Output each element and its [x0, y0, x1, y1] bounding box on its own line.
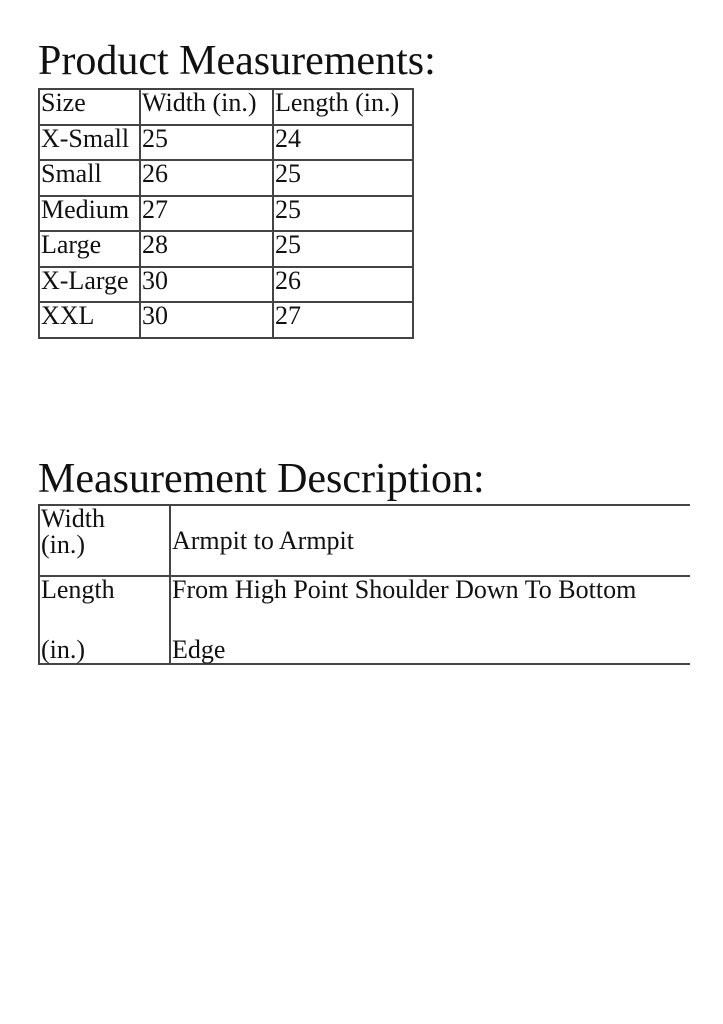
product-measurements-title: Product Measurements:: [38, 38, 436, 84]
length-cell: 25: [273, 160, 413, 196]
table-row: [39, 196, 413, 232]
description-cell-length: [170, 576, 690, 664]
term-cell-length: [39, 576, 170, 664]
table-row: [39, 231, 413, 267]
table-row: [39, 160, 413, 196]
width-cell: 30: [140, 267, 273, 303]
size-table: [38, 88, 414, 339]
table-row: [39, 125, 413, 161]
table-header-row: [39, 89, 413, 125]
table-row: [39, 267, 413, 303]
term-line: (in.): [41, 635, 86, 664]
length-cell: 26: [273, 267, 413, 303]
length-cell: 25: [273, 196, 413, 232]
table-row: [39, 576, 690, 664]
size-cell: X-Large: [39, 267, 140, 303]
term-line: Length: [41, 575, 115, 604]
table-row: [39, 505, 690, 576]
header-size: Size: [39, 89, 140, 125]
term-line: Width: [41, 504, 105, 533]
length-cell: 25: [273, 231, 413, 267]
size-cell: XXL: [39, 302, 140, 338]
term-cell-width: [39, 505, 170, 576]
width-cell: 27: [140, 196, 273, 232]
description-table-wrapper: [38, 504, 690, 669]
length-cell: 24: [273, 125, 413, 161]
description-line: Edge: [172, 635, 226, 664]
size-cell: Small: [39, 160, 140, 196]
header-length: Length (in.): [273, 89, 413, 125]
size-cell: Medium: [39, 196, 140, 232]
description-table: [38, 504, 690, 665]
description-cell-width: Armpit to Armpit: [170, 505, 690, 576]
header-width: Width (in.): [140, 89, 273, 125]
term-line: (in.): [41, 530, 86, 559]
width-cell: 30: [140, 302, 273, 338]
width-cell: 28: [140, 231, 273, 267]
size-cell: Large: [39, 231, 140, 267]
size-cell: X-Small: [39, 125, 140, 161]
width-cell: 25: [140, 125, 273, 161]
width-cell: 26: [140, 160, 273, 196]
description-line: From High Point Shoulder Down To Bottom: [172, 575, 637, 604]
table-row: [39, 302, 413, 338]
length-cell: 27: [273, 302, 413, 338]
measurement-description-title: Measurement Description:: [38, 456, 485, 502]
